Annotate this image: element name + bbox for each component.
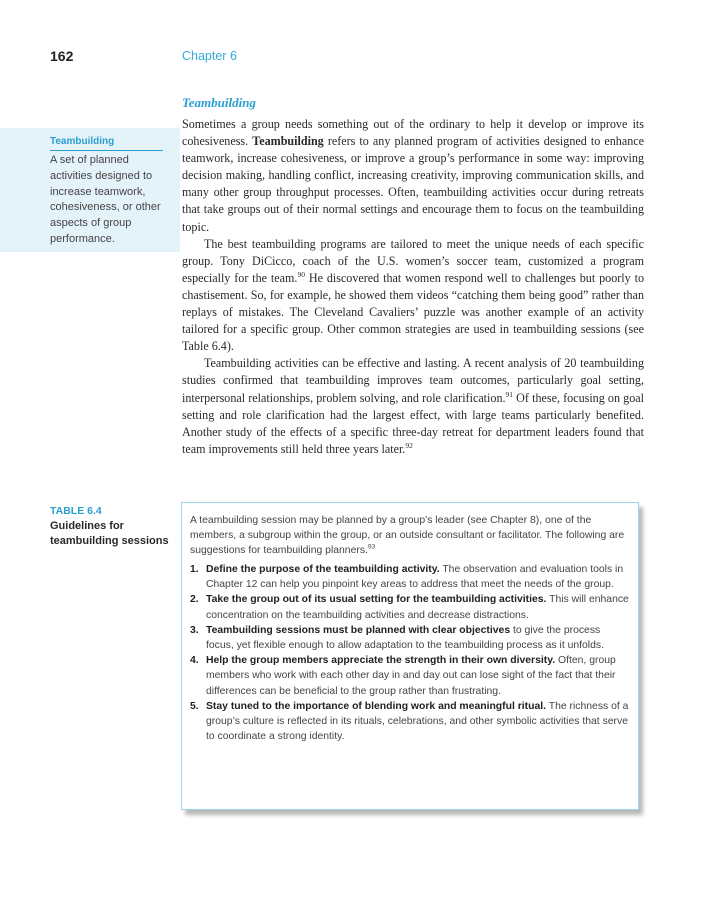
margin-note-definition: A set of planned activities designed to increase teamwork, cohesiveness, or other aspects of group performance. <box>50 154 161 245</box>
table-title: Guidelines for teambuilding sessions <box>50 520 169 547</box>
paragraph-2-text-b: He discovered that women respond well to challenges but poorly to chastisement. So, for example, he showed them videos “catching them being good” rather than replays of mistakes. The Cleveland Cavaliers’ puzzle was another example of an activity tailored for a specific group. Other common strategies are used in teambuilding sessions (see Table 6.4). <box>182 270 644 354</box>
margin-note-term: Teambuilding <box>50 136 115 147</box>
table-intro-text: A teambuilding session may be planned by a group’s leader (see Chapter 8), one of the members, a subgroup within the group, or an outside consultant or facilitator. The following are suggestions for teambuilding planners. <box>190 515 625 557</box>
guideline-text: The observation and evaluation tools in Chapter 12 can help you pinpoint key areas to address that meet the needs of the group. <box>206 564 624 591</box>
guideline-item <box>190 562 630 592</box>
footnote-ref-90: 90 <box>297 269 305 279</box>
guideline-number: 1. <box>190 564 199 575</box>
paragraph-2 <box>182 236 644 356</box>
guideline-item <box>190 623 630 653</box>
table-number: TABLE 6.4 <box>50 505 102 517</box>
table-box <box>181 502 639 810</box>
body-text <box>182 116 644 458</box>
guideline-item <box>190 653 630 699</box>
guideline-item <box>190 592 630 622</box>
guideline-item <box>190 699 630 745</box>
guideline-heading: Teambuilding sessions must be planned with clear objectives <box>206 624 511 636</box>
margin-note-rule <box>50 150 163 151</box>
page-number: 162 <box>50 48 74 64</box>
paragraph-1 <box>182 116 644 236</box>
guideline-number: 4. <box>190 655 199 667</box>
guideline-heading: Take the group out of its usual setting for the teambuilding activities. <box>206 594 547 606</box>
paragraph-3 <box>182 355 644 458</box>
key-term-teambuilding: Teambuilding <box>252 134 324 149</box>
section-heading: Teambuilding <box>182 95 256 110</box>
paragraph-1-text-a: Sometimes a group needs something out of the ordinary to help it develop or improve its cohesiveness. <box>182 117 644 149</box>
footnote-ref-91: 91 <box>505 389 514 399</box>
paragraph-2-text-a: The best teambuilding programs are tailored to meet the unique needs of each specific group. Tony DiCicco, coach of the U.S. women’s soccer team, customized a program especially for the team. <box>182 236 644 285</box>
guideline-number: 5. <box>190 700 199 712</box>
chapter-label: Chapter 6 <box>182 49 237 63</box>
guideline-text: to give the process focus, yet flexible enough to allow adaptation to the teambuilding process as it unfolds. <box>206 624 604 652</box>
guideline-heading: Stay tuned to the importance of blending work and meaningful ritual. <box>206 700 547 712</box>
guidelines-list <box>190 562 630 744</box>
guideline-number: 2. <box>190 594 199 606</box>
paragraph-3-text-a: Teambuilding activities can be effective and lasting. A recent analysis of 20 teambuilding studies confirmed that teambuilding improves team outcomes, particularly goal setting, interpersonal relationships, problem solving, and role clarification. <box>182 356 644 405</box>
guideline-text: The richness of a group’s culture is reflected in its rituals, celebrations, and other symbolic activities that serve to coordinate a strong identity. <box>206 700 629 743</box>
guideline-text: Often, group members who work with each other day in and day out can lose sight of the fact that their differences can be beneficial to the group rather than frustrating. <box>206 655 616 697</box>
guideline-heading: Define the purpose of the teambuilding activity. <box>206 564 440 575</box>
footnote-ref-92: 92 <box>405 440 413 450</box>
guideline-text: This will enhance concentration on the teambuilding activities and decrease distractions. <box>206 594 629 621</box>
paragraph-1-text-b: refers to any planned program of activities designed to enhance teamwork, increase cohesiveness, or improve a group’s performance in some way: improving decision making, handling conflict, increasing creativity, improving communication skills, and many other group throughput processes. Often, teambuilding activities occur during retreats that take groups out of their normal settings and encourage them to focus on the teambuilding topic. <box>182 134 644 234</box>
paragraph-3-text-b: Of these, focusing on goal setting and role clarification had the largest effect, with large teams particularly benefited. Another study of the effects of a specific three-day retreat for department leaders found that team improvements still held three years later. <box>182 390 644 456</box>
footnote-ref-93: 93 <box>367 543 376 551</box>
guideline-heading: Help the group members appreciate the strength in their own diversity. <box>206 655 556 667</box>
guideline-number: 3. <box>190 624 199 636</box>
table-intro <box>190 513 635 559</box>
